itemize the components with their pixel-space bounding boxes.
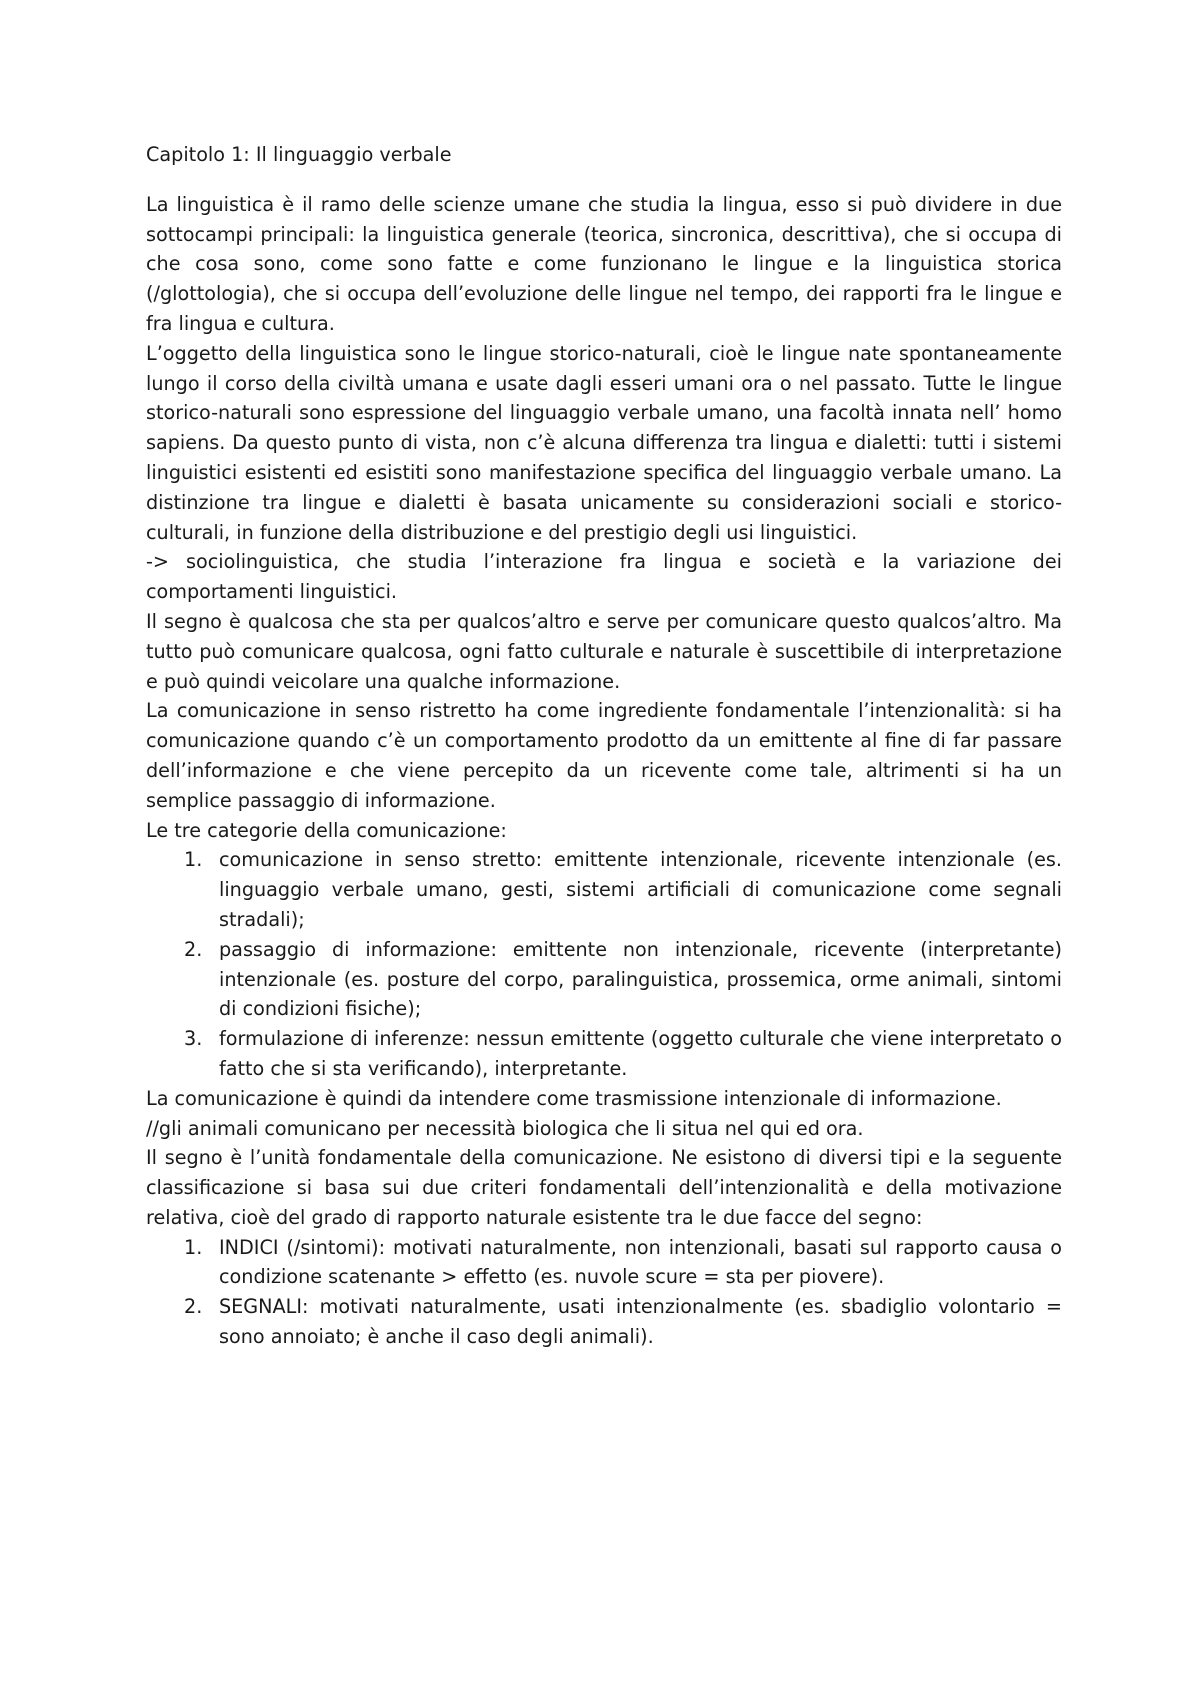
list-item [146,845,1062,934]
paragraph-communication-intentionality: La comunicazione in senso ristretto ha come ingrediente fondamentale l’intenzionalità: si ha comunicazione quando c’è un comportamento prodotto da un emittente al fine di far passare dell’informazione e che viene percepito da un ricevente come tale, altrimenti si ha un semplice passaggio di informazione. [146,699,1062,812]
document-page [146,140,1062,1352]
page-title: Capitolo 1: Il linguaggio verbale [146,143,452,166]
list-item-text: passaggio di informazione: emittente non intenzionale, ricevente (interpretante) intenzionale (es. posture del corpo, paralinguistica, prossemica, orme animali, sintomi di condizioni fisiche); [219,937,1062,1021]
list-item-text: SEGNALI: motivati naturalmente, usati intenzionalmente (es. sbadiglio volontario = sono annoiato; è anche il caso degli animali). [219,1295,1062,1349]
list-item [146,935,1062,1024]
list-item-text: formulazione di inferenze: nessun emittente (oggetto culturale che viene interpretato o fatto che si sta verificando), interpretante. [219,1027,1062,1080]
list-item-text: comunicazione in senso stretto: emittente intenzionale, ricevente intenzionale (es. linguaggio verbale umano, gesti, sistemi artificiali di comunicazione come segnali stradali); [219,848,1062,931]
list-item [146,1233,1062,1293]
paragraph-sign-classification: Il segno è l’unità fondamentale della comunicazione. Ne esistono di diversi tipi e la seguente classificazione si basa sui due criteri fondamentali dell’intenzionalità e della motivazione relativa, cioè del grado di rapporto naturale esistente tra le due facce del segno: [146,1146,1062,1229]
list-item [146,1292,1062,1352]
paragraph-object-of-linguistics: L’oggetto della linguistica sono le lingue storico-naturali, cioè le lingue nate spontaneamente lungo il corso della civiltà umana e usate dagli esseri umani ora o nel passato. Tutte le lingue storico-naturali sono espressione del linguaggio verbale umano, una facoltà innata nell’ homo sapiens. Da questo punto di vista, non c’è alcuna differenza tra lingua e dialetti: tutti i sistemi linguistici esistenti ed esistiti sono manifestazione specifica del linguaggio verbale umano. La distinzione tra lingue e dialetti è basata unicamente su considerazioni sociali e storico-culturali, in funzione della distribuzione e del prestigio degli usi linguistici. [146,341,1062,544]
paragraph-sociolinguistics: -> sociolinguistica, che studia l’interazione fra lingua e società e la variazione dei comportamenti linguistici. [146,550,1062,604]
paragraph-animal-note: //gli animali comunicano per necessità biologica che li situa nel qui ed ora. [146,1116,864,1140]
list-communication-categories [146,845,1062,1083]
paragraph-sign-definition: Il segno è qualcosa che sta per qualcos’altro e serve per comunicare questo qualcos’altro. Ma tutto può comunicare qualcosa, ogni fatto culturale e naturale è suscettibile di interpretazione e può quindi veicolare una qualche informazione. [146,609,1062,693]
list-item-number: 2. [184,937,203,961]
list-item [146,1024,1062,1084]
list-item-text: INDICI (/sintomi): motivati naturalmente, non intenzionali, basati sul rapporto causa o condizione scatenante > effetto (es. nuvole scure = sta per piovere). [219,1235,1062,1289]
list-item-number: 1. [184,848,203,872]
list-item-number: 2. [184,1295,203,1319]
paragraph-linguistics-definition: La linguistica è il ramo delle scienze umane che studia la lingua, esso si può dividere in due sottocampi principali: la linguistica generale (teorica, sincronica, descrittiva), che si occupa di che cosa sono, come sono fatte e come funzionano le lingue e la linguistica storica (/glottologia), che si occupa dell’evoluzione delle lingue nel tempo, dei rapporti fra le lingue e fra lingua e cultura. [146,192,1062,335]
list-item-number: 3. [184,1027,203,1051]
list-sign-types [146,1233,1062,1352]
paragraph-categories-intro: Le tre categorie della comunicazione: [146,818,507,842]
paragraph-communication-summary: La comunicazione è quindi da intendere come trasmissione intenzionale di informazione. [146,1086,1002,1110]
list-item-number: 1. [184,1235,203,1259]
